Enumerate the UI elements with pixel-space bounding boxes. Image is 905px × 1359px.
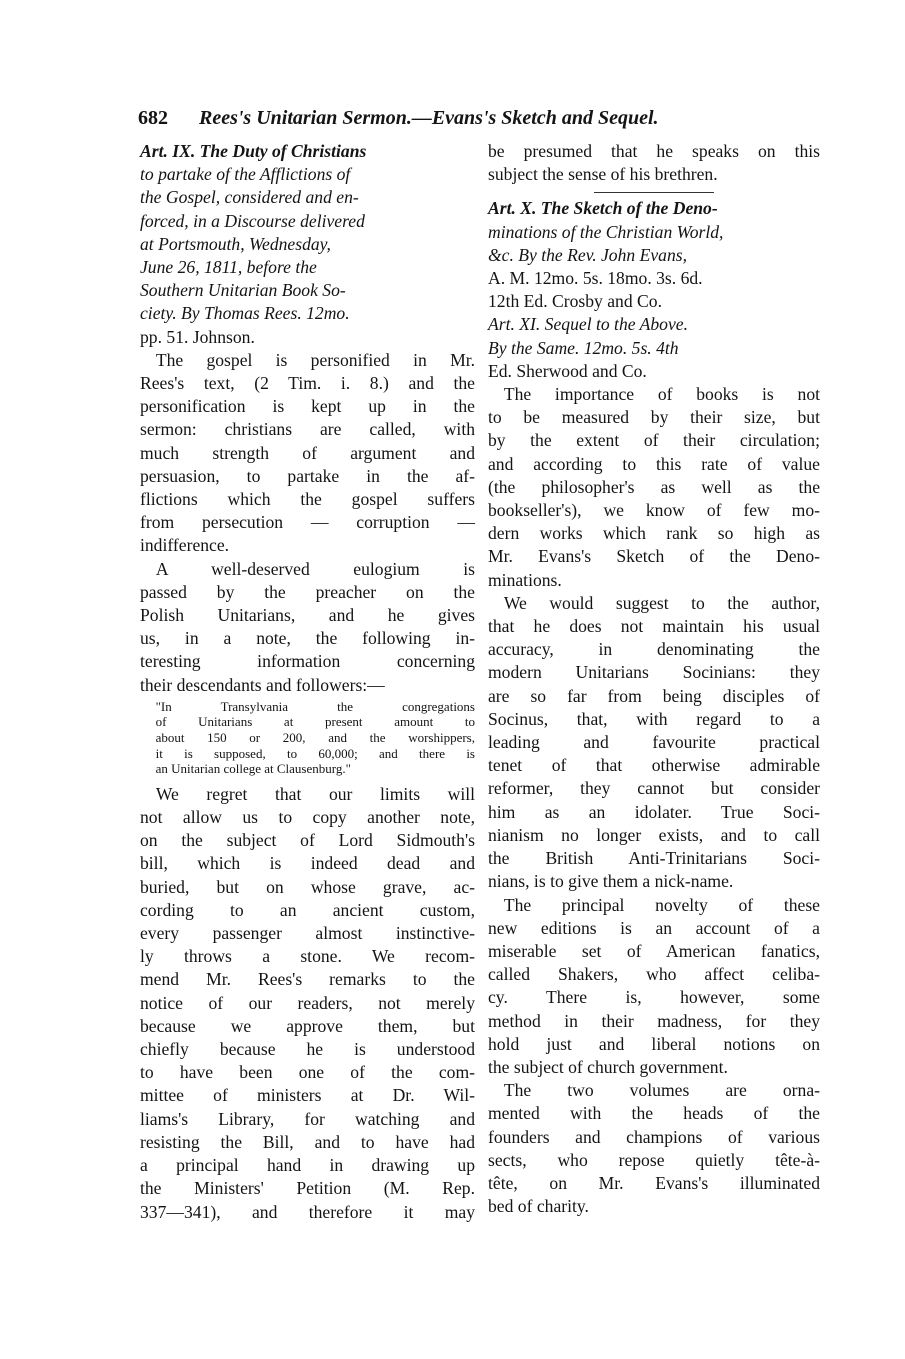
text-line: buried, but on whose grave, ac- — [140, 876, 475, 897]
text-line: The two volumes are orna- — [503, 1080, 820, 1101]
page-number: 682 — [138, 107, 168, 129]
text-line: to have been one of the com- — [140, 1062, 475, 1083]
text-line: passed by the preacher on the — [140, 581, 475, 602]
block-quote — [140, 699, 475, 777]
heading-line: 12th Ed. Crosby and Co. — [488, 291, 662, 312]
quote-line: an Unitarian college at Clausenburg." — [155, 761, 351, 777]
text-line: mittee of ministers at Dr. Wil- — [140, 1085, 475, 1106]
paragraph — [140, 783, 475, 1224]
text-line: flictions which the gospel suffers — [140, 489, 475, 510]
text-line: a principal hand in drawing up — [140, 1155, 475, 1176]
text-line: The principal novelty of these — [503, 894, 820, 915]
text-line: The gospel is personified in Mr. — [155, 349, 475, 370]
text-line: cording to an ancient custom, — [140, 899, 475, 920]
heading-line: Art. IX. The Duty of Christians — [140, 141, 367, 161]
text-line: persuasion, to partake in the af- — [140, 465, 475, 486]
text-line: 337—341), and therefore it may — [140, 1201, 475, 1222]
paragraph — [488, 383, 820, 592]
quote-line: of Unitarians at present amount to — [155, 714, 475, 730]
text-line: from persecution — corruption — — [140, 512, 475, 533]
text-line: and according to this rate of value — [488, 453, 820, 474]
text-line: Rees's text, (2 Tim. i. 8.) and the — [140, 373, 475, 394]
text-line: to be measured by their size, but — [488, 407, 820, 428]
text-line: the Ministers' Petition (M. Rep. — [140, 1178, 475, 1199]
left-column — [140, 140, 475, 1224]
text-line: ly throws a stone. We recom- — [140, 946, 475, 967]
text-line: dern works which rank so high as — [488, 523, 820, 544]
quote-line: about 150 or 200, and the worshippers, — [155, 730, 475, 746]
text-line: method in their madness, for they — [488, 1010, 820, 1031]
text-line: tenet of that otherwise admirable — [488, 755, 820, 776]
article-ix-heading — [140, 140, 475, 349]
text-line: him as an idolater. True Soci- — [488, 801, 820, 822]
text-line: subject the sense of his brethren. — [488, 164, 718, 185]
text-line: bookseller's), we know of few mo- — [488, 500, 820, 521]
text-line: We would suggest to the author, — [503, 592, 820, 613]
text-line: indifference. — [140, 535, 230, 556]
heading-line: pp. 51. Johnson. — [140, 326, 255, 347]
text-line: We regret that our limits will — [155, 783, 475, 804]
text-line: mented with the heads of the — [488, 1103, 820, 1124]
paragraph — [140, 349, 475, 558]
text-line: on the subject of Lord Sidmouth's — [140, 830, 475, 851]
text-line: (the philosopher's as well as the — [488, 476, 820, 497]
text-line: nianism no longer exists, and to call — [488, 824, 820, 845]
text-line: bed of charity. — [488, 1196, 589, 1217]
text-line: accuracy, in denominating the — [488, 639, 820, 660]
text-line: leading and favourite practical — [488, 732, 820, 753]
heading-line: By the Same. 12mo. 5s. 4th — [488, 337, 679, 358]
running-header — [138, 104, 828, 132]
text-line: The importance of books is not — [503, 384, 820, 405]
text-line: called Shakers, who affect celiba- — [488, 964, 820, 985]
text-line: be presumed that he speaks on this — [488, 141, 820, 161]
article-x-heading — [488, 197, 820, 313]
paragraph — [140, 558, 475, 697]
text-line: the British Anti-Trinitarians Soci- — [488, 848, 820, 869]
heading-line: Art. XI. Sequel to the Above. — [488, 314, 688, 335]
text-line: Polish Unitarians, and he gives — [140, 605, 475, 626]
text-line: mend Mr. Rees's remarks to the — [140, 969, 475, 990]
heading-line: the Gospel, considered and en- — [140, 187, 359, 208]
heading-line: June 26, 1811, before the — [140, 257, 317, 278]
paragraph-continuation — [488, 140, 820, 186]
paragraph — [488, 592, 820, 894]
text-line: Mr. Evans's Sketch of the Deno- — [488, 546, 820, 567]
heading-line: Ed. Sherwood and Co. — [488, 360, 647, 381]
heading-line: to partake of the Afflictions of — [140, 164, 351, 185]
text-line: sects, who repose quietly tête-à- — [488, 1149, 820, 1170]
text-line: new editions is an account of a — [488, 917, 820, 938]
text-line: reformer, they cannot but consider — [488, 778, 820, 799]
paragraph — [488, 1079, 820, 1218]
text-line: cy. There is, however, some — [488, 987, 820, 1008]
text-line: liams's Library, for watching and — [140, 1108, 475, 1129]
heading-line: &c. By the Rev. John Evans, — [488, 244, 687, 265]
text-line: hold just and liberal notions on — [488, 1033, 820, 1054]
section-divider — [594, 192, 714, 193]
text-line: teresting information concerning — [140, 651, 475, 672]
quote-line: "In Transylvania the congregations — [155, 698, 475, 714]
text-line: A well-deserved eulogium is — [155, 558, 475, 579]
paragraph — [488, 894, 820, 1080]
text-line: bill, which is indeed dead and — [140, 853, 475, 874]
text-line: much strength of argument and — [140, 442, 475, 463]
heading-line: ciety. By Thomas Rees. 12mo. — [140, 303, 350, 324]
article-xi-heading — [488, 313, 820, 383]
text-line: minations. — [488, 569, 562, 590]
heading-line: forced, in a Discourse delivered — [140, 210, 365, 231]
text-line: tête, on Mr. Evans's illuminated — [488, 1172, 820, 1193]
heading-line: at Portsmouth, Wednesday, — [140, 233, 331, 254]
text-line: founders and champions of various — [488, 1126, 820, 1147]
text-line: chiefly because he is understood — [140, 1039, 475, 1060]
text-line: miserable set of American fanatics, — [488, 940, 820, 961]
heading-line: A. M. 12mo. 5s. 18mo. 3s. 6d. — [488, 268, 703, 289]
text-line: Socinus, that, with regard to a — [488, 708, 820, 729]
heading-line: Art. X. The Sketch of the Deno- — [488, 198, 718, 219]
text-line: their descendants and followers:— — [140, 674, 385, 695]
running-title: Rees's Unitarian Sermon.—Evans's Sketch and Sequel. — [199, 107, 659, 129]
heading-line: Southern Unitarian Book So- — [140, 280, 346, 301]
text-line: modern Unitarians Socinians: they — [488, 662, 820, 683]
text-line: that he does not maintain his usual — [488, 616, 820, 637]
text-line: because we approve them, but — [140, 1015, 475, 1036]
quote-line: it is supposed, to 60,000; and there is — [155, 745, 475, 761]
text-line: notice of our readers, not merely — [140, 992, 475, 1013]
text-line: us, in a note, the following in- — [140, 628, 475, 649]
text-line: personification is kept up in the — [140, 396, 475, 417]
text-line: are so far from being disciples of — [488, 685, 820, 706]
text-line: by the extent of their circulation; — [488, 430, 820, 451]
heading-line: minations of the Christian World, — [488, 221, 724, 242]
text-line: resisting the Bill, and to have had — [140, 1131, 475, 1152]
text-line: the subject of church government. — [488, 1056, 728, 1077]
text-line: every passenger almost instinctive- — [140, 923, 475, 944]
text-line: nians, is to give them a nick-name. — [488, 871, 734, 892]
right-column — [488, 140, 820, 1218]
text-line: sermon: christians are called, with — [140, 419, 475, 440]
text-line: not allow us to copy another note, — [140, 807, 475, 828]
